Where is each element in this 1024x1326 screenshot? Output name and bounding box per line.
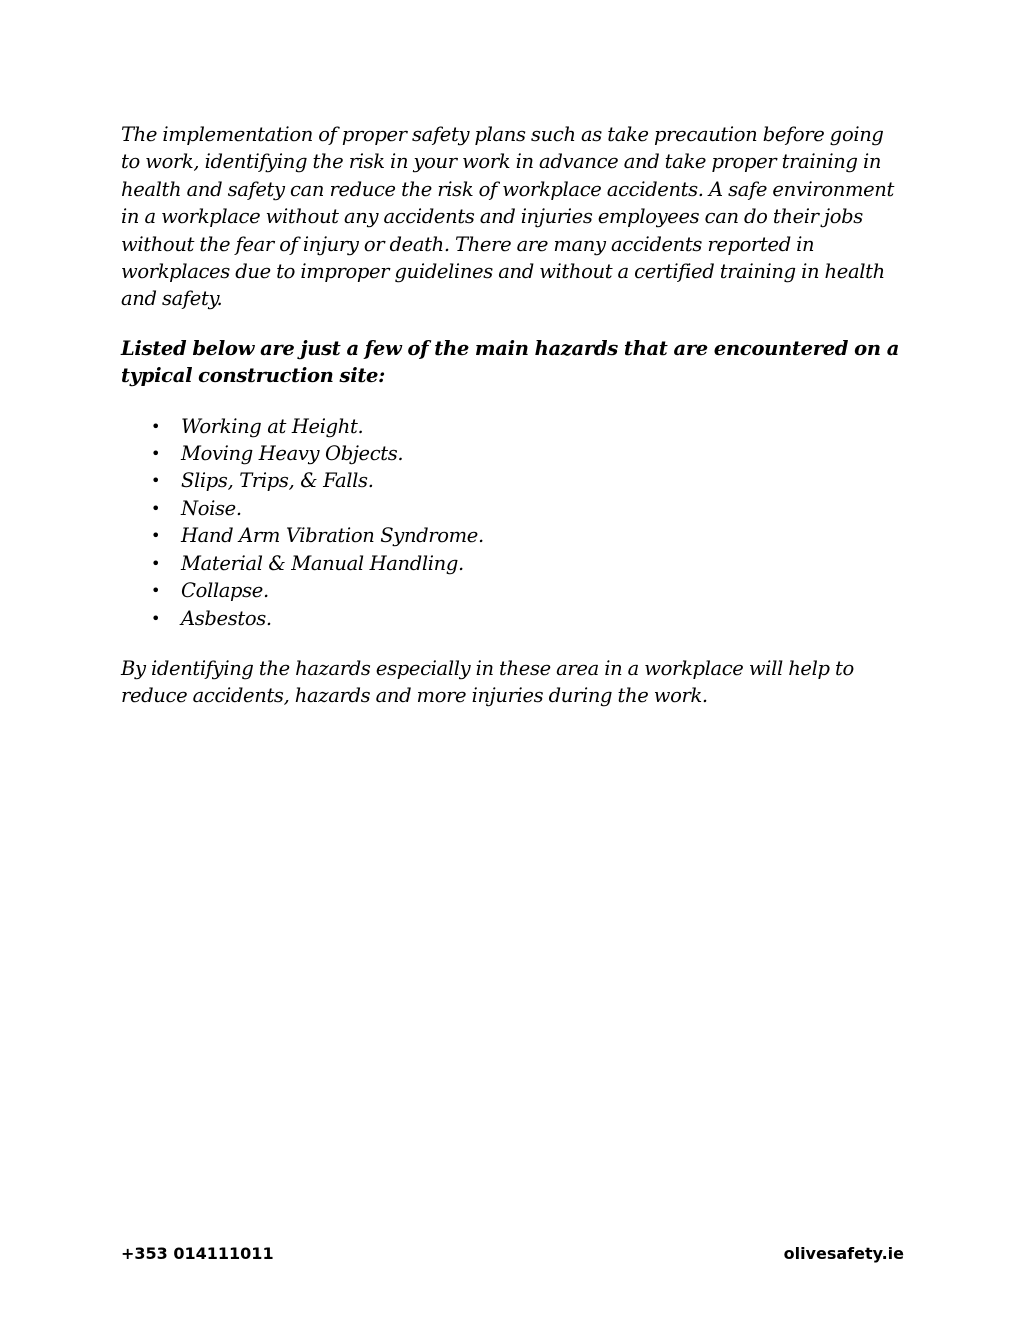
hazard-label: Asbestos. [181,606,272,630]
intro-line: in a workplace without any accidents and injuries employees can do their jobs [121,205,863,229]
hazards-heading [121,335,906,390]
closing-line: reduce accidents, hazards and more injuries during the work. [121,684,708,708]
page-footer [121,1242,904,1266]
heading-line: typical construction site: [121,364,386,388]
intro-line: without the fear of injury or death. There are many accidents reported in [121,232,815,256]
intro-line: health and safety can reduce the risk of workplace accidents. A safe environment [121,177,894,201]
list-item [121,605,906,632]
intro-paragraph [121,121,906,313]
bullet-icon: • [151,498,161,518]
hazard-label: Hand Arm Vibration Syndrome. [181,524,484,548]
hazard-label: Collapse. [181,579,269,603]
bullet-icon: • [151,416,161,436]
list-item [121,495,906,522]
bullet-icon: • [151,444,161,464]
document-body [121,121,906,710]
list-item [121,440,906,467]
hazard-label: Working at Height. [181,414,364,438]
list-item [121,522,906,549]
hazard-label: Noise. [181,496,242,520]
footer-phone: +353 014111011 [121,1244,274,1263]
bullet-icon: • [151,471,161,491]
bullet-icon: • [151,581,161,601]
intro-line: and safety. [121,287,223,311]
list-item [121,577,906,604]
hazards-list [121,413,906,632]
list-item [121,413,906,440]
footer-website: olivesafety.ie [783,1244,904,1263]
bullet-icon: • [151,526,161,546]
intro-line: to work, identifying the risk in your work in advance and take proper training in [121,150,882,174]
hazard-label: Material & Manual Handling. [181,551,464,575]
list-item [121,550,906,577]
list-item [121,467,906,494]
heading-line: Listed below are just a few of the main hazards that are encountered on a [121,336,900,360]
hazard-label: Slips, Trips, & Falls. [181,469,374,493]
closing-line: By identifying the hazards especially in these area in a workplace will help to [121,656,854,680]
hazard-label: Moving Heavy Objects. [181,442,404,466]
bullet-icon: • [151,553,161,573]
intro-line: The implementation of proper safety plans such as take precaution before going [121,123,884,146]
closing-paragraph [121,655,906,710]
bullet-icon: • [151,608,161,628]
intro-line: workplaces due to improper guidelines and without a certified training in health [121,260,885,284]
